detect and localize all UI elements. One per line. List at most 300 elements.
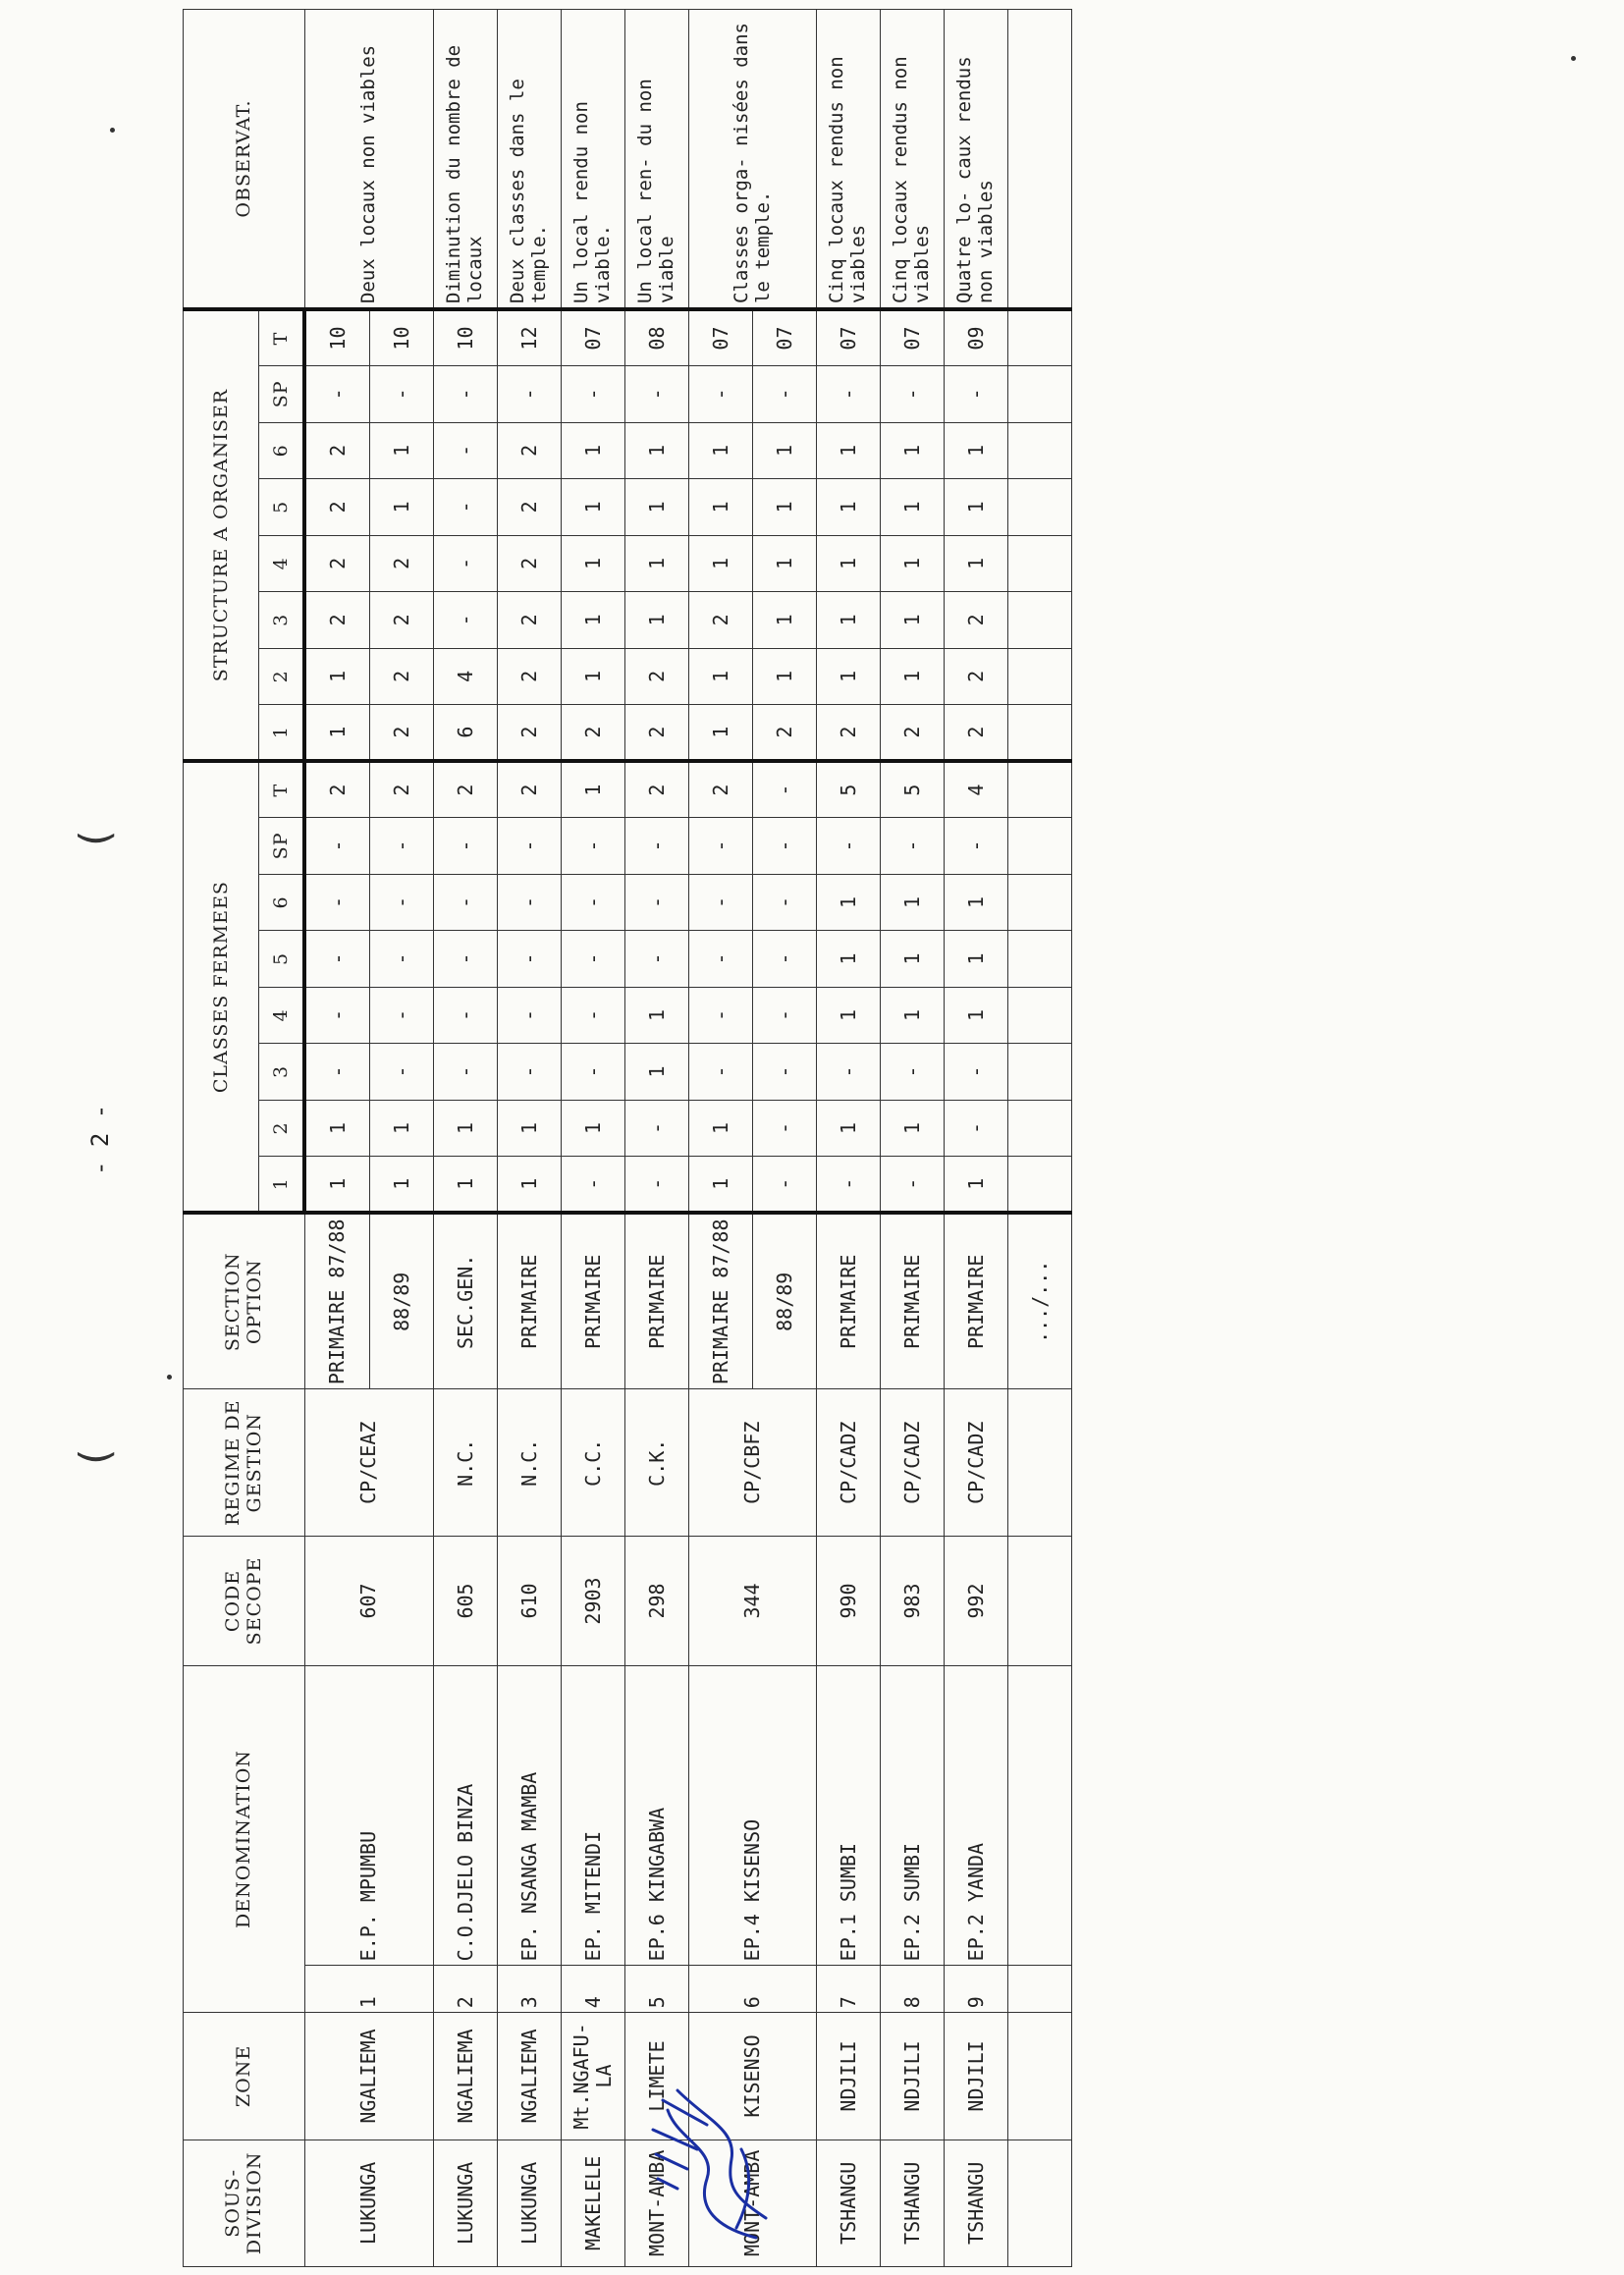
cell-ferme: - (434, 931, 498, 988)
cell-ferme (1008, 931, 1072, 988)
cell-section: SEC.GEN. (434, 1213, 498, 1389)
cell-ferme: 1 (881, 987, 945, 1044)
cell-structure: - (434, 535, 498, 592)
subheader-cell: 4 (259, 535, 305, 592)
subheader-cell: 2 (259, 1100, 305, 1157)
cell-ferme: - (434, 818, 498, 875)
header-sous-division: SOUS-DIVISION (184, 2140, 305, 2266)
cell-denomination: EP.4 KISENSO (689, 1665, 817, 1965)
cell-ferme: 1 (498, 1100, 562, 1157)
cell-structure: 1 (370, 422, 434, 479)
cell-structure: 1 (689, 479, 753, 536)
cell-ferme: - (304, 874, 370, 931)
cell-structure: 2 (945, 592, 1008, 649)
cell-section: PRIMAIRE (625, 1213, 689, 1389)
cell-regime: C.C. (562, 1389, 625, 1537)
cell-ferme: 1 (689, 1157, 753, 1214)
header-section: SECTION OPTION (184, 1213, 305, 1389)
cell-zone: NDJILI (881, 2013, 945, 2140)
cell-structure: 1 (625, 422, 689, 479)
cell-ferme: - (945, 1100, 1008, 1157)
cell-regime: CP/CADZ (945, 1389, 1008, 1537)
cell-sous-division: TSHANGU (945, 2140, 1008, 2266)
cell-ferme: 1 (689, 1100, 753, 1157)
header-classes-fermees: CLASSES FERMEES (184, 761, 259, 1213)
table-row (434, 10, 498, 2267)
cell-ferme: - (625, 818, 689, 875)
schools-table (183, 9, 1072, 2267)
cell-structure: - (498, 366, 562, 423)
cell-ferme: - (625, 931, 689, 988)
subheader-cell: SP (259, 366, 305, 423)
cell-structure: 1 (562, 422, 625, 479)
cell-structure: 10 (434, 309, 498, 366)
cell-structure: 1 (817, 479, 881, 536)
cell-structure: 1 (945, 422, 1008, 479)
header-denomination: DENOMINATION (184, 1665, 305, 2012)
cell-code-secope: 605 (434, 1537, 498, 1666)
cell-structure: 2 (625, 648, 689, 705)
subheader-cell: T (259, 761, 305, 818)
cell-index: 2 (434, 1966, 498, 2013)
cell-ferme: 1 (370, 1100, 434, 1157)
cell-ferme: 1 (945, 874, 1008, 931)
cell-ferme: - (881, 1157, 945, 1214)
table-row (945, 10, 1008, 2267)
cell-structure: - (370, 366, 434, 423)
cell-ferme: 4 (945, 761, 1008, 818)
margin-mark: ( (71, 826, 119, 851)
subheader-cell: 5 (259, 479, 305, 536)
subheader-cell: 3 (259, 1044, 305, 1101)
cell-ferme: - (945, 818, 1008, 875)
cell-structure: 07 (881, 309, 945, 366)
cell-ferme: - (562, 931, 625, 988)
cell-structure (1008, 705, 1072, 762)
cell-ferme: - (817, 818, 881, 875)
cell-zone: NGALIEMA (498, 2013, 562, 2140)
cell-section: PRIMAIRE 87/88 (689, 1213, 753, 1389)
cell-ferme: 1 (881, 1100, 945, 1157)
cell-section: PRIMAIRE (562, 1213, 625, 1389)
cell-structure: 1 (945, 479, 1008, 536)
cell-structure: - (881, 366, 945, 423)
cell-code-secope: 298 (625, 1537, 689, 1666)
cell-index: 5 (625, 1966, 689, 2013)
cell-index: 4 (562, 1966, 625, 2013)
cell-ferme (1008, 1100, 1072, 1157)
cell-zone: NGALIEMA (434, 2013, 498, 2140)
cell-ferme: 1 (881, 931, 945, 988)
cell-observation (1008, 10, 1072, 310)
cell-ferme: - (753, 1044, 817, 1101)
cell-ferme: - (562, 818, 625, 875)
cell-structure (1008, 479, 1072, 536)
cell-ferme: - (434, 1044, 498, 1101)
cell-structure: 2 (881, 705, 945, 762)
cell-index: 6 (689, 1966, 817, 2013)
cell-structure: 2 (945, 705, 1008, 762)
cell-structure: 1 (881, 422, 945, 479)
cell-structure: 2 (370, 592, 434, 649)
cell-structure: 6 (434, 705, 498, 762)
cell-structure: 2 (689, 592, 753, 649)
cell-section: .../... (1008, 1213, 1072, 1389)
cell-ferme: - (434, 874, 498, 931)
cell-structure: 1 (881, 535, 945, 592)
cell-structure: 1 (689, 648, 753, 705)
cell-ferme: - (370, 1044, 434, 1101)
header-zone: ZONE (184, 2013, 305, 2140)
page-number: - 2 - (86, 1104, 114, 1175)
cell-structure: - (753, 366, 817, 423)
cell-ferme: - (304, 931, 370, 988)
cell-structure: 1 (881, 479, 945, 536)
signature-scribble (638, 2081, 785, 2248)
cell-ferme: 1 (370, 1157, 434, 1214)
cell-regime: N.C. (434, 1389, 498, 1537)
cell-ferme: - (434, 987, 498, 1044)
handwritten-signature (638, 2081, 785, 2248)
cell-structure: 2 (498, 648, 562, 705)
cell-index: 7 (817, 1966, 881, 2013)
cell-ferme: - (753, 874, 817, 931)
cell-ferme: 1 (817, 987, 881, 1044)
cell-denomination: E.P. MPUMBU (304, 1665, 434, 1965)
cell-ferme: - (498, 987, 562, 1044)
cell-structure: 12 (498, 309, 562, 366)
header-regime: REGIME DE GESTION (184, 1389, 305, 1537)
cell-structure: 2 (498, 422, 562, 479)
subheader-cell: SP (259, 818, 305, 875)
cell-structure: 2 (498, 535, 562, 592)
cell-ferme: - (370, 987, 434, 1044)
subheader-cell: 1 (259, 1157, 305, 1214)
cell-sous-division: LUKUNGA (434, 2140, 498, 2266)
cell-structure: 1 (753, 592, 817, 649)
cell-ferme: 1 (498, 1157, 562, 1214)
cell-zone: Mt.NGAFU- LA (562, 2013, 625, 2140)
cell-structure: 1 (689, 422, 753, 479)
cell-observation: Quatre lo- caux rendus non viables (945, 10, 1008, 310)
cell-ferme (1008, 987, 1072, 1044)
cell-ferme: - (945, 1044, 1008, 1101)
cell-structure: 08 (625, 309, 689, 366)
cell-zone: NGALIEMA (304, 2013, 434, 2140)
cell-index (1008, 1966, 1072, 2013)
cell-ferme: - (817, 1044, 881, 1101)
subheader-cell: 1 (259, 705, 305, 762)
cell-ferme (1008, 1157, 1072, 1214)
cell-regime: CP/CADZ (881, 1389, 945, 1537)
cell-section: PRIMAIRE (817, 1213, 881, 1389)
cell-ferme: - (562, 874, 625, 931)
cell-denomination: EP.1 SUMBI (817, 1665, 881, 1965)
cell-observation: Un local rendu non viable. (562, 10, 625, 310)
cell-structure: 1 (817, 648, 881, 705)
cell-structure (1008, 535, 1072, 592)
cell-structure: - (817, 366, 881, 423)
cell-structure: 2 (498, 479, 562, 536)
cell-structure: 2 (370, 705, 434, 762)
cell-ferme: - (689, 931, 753, 988)
cell-ferme (1008, 1044, 1072, 1101)
cell-ferme: 1 (562, 1100, 625, 1157)
cell-ferme: 2 (434, 761, 498, 818)
cell-structure: 1 (753, 648, 817, 705)
cell-ferme: 2 (370, 761, 434, 818)
cell-ferme: 1 (881, 874, 945, 931)
cell-section: PRIMAIRE (945, 1213, 1008, 1389)
cell-sous-division: MONT-AMBA (689, 2140, 817, 2266)
cell-zone: NDJILI (817, 2013, 881, 2140)
cell-sous-division: LUKUNGA (498, 2140, 562, 2266)
subheader-cell: 4 (259, 987, 305, 1044)
cell-structure: 2 (625, 705, 689, 762)
cell-ferme: 1 (434, 1100, 498, 1157)
cell-structure: 10 (370, 309, 434, 366)
cell-structure: - (434, 366, 498, 423)
cell-ferme: - (753, 818, 817, 875)
cell-ferme: - (498, 931, 562, 988)
cell-ferme: - (562, 1044, 625, 1101)
cell-index: 9 (945, 1966, 1008, 2013)
cell-ferme: 1 (625, 987, 689, 1044)
cell-section: 88/89 (753, 1213, 817, 1389)
subheader-cell: T (259, 309, 305, 366)
cell-code-secope: 2903 (562, 1537, 625, 1666)
cell-ferme: - (370, 818, 434, 875)
cell-structure: 2 (817, 705, 881, 762)
cell-structure: - (434, 592, 498, 649)
cell-structure: - (434, 479, 498, 536)
cell-ferme: - (753, 1100, 817, 1157)
cell-sous-division: MONT-AMBA (625, 2140, 689, 2266)
cell-ferme: 1 (817, 874, 881, 931)
cell-ferme: - (304, 987, 370, 1044)
cell-code-secope: 607 (304, 1537, 434, 1666)
table-row (881, 10, 945, 2267)
cell-structure: - (434, 422, 498, 479)
cell-denomination: EP.2 SUMBI (881, 1665, 945, 1965)
cell-zone: NDJILI (945, 2013, 1008, 2140)
cell-ferme (1008, 818, 1072, 875)
margin-mark: ( (71, 1444, 119, 1470)
cell-code-secope: 344 (689, 1537, 817, 1666)
cell-ferme: - (625, 1100, 689, 1157)
cell-structure: 1 (562, 648, 625, 705)
cell-regime: C.K. (625, 1389, 689, 1537)
cell-regime: CP/CBFZ (689, 1389, 817, 1537)
cell-structure (1008, 422, 1072, 479)
cell-structure: 1 (753, 479, 817, 536)
cell-observation: Deux classes dans le temple. (498, 10, 562, 310)
cell-ferme: 1 (304, 1100, 370, 1157)
cell-ferme: 2 (498, 761, 562, 818)
cell-code-secope: 992 (945, 1537, 1008, 1666)
subheader-cell: 3 (259, 592, 305, 649)
cell-ferme (1008, 761, 1072, 818)
header-observat: OBSERVAT. (184, 10, 305, 310)
cell-ferme: 5 (817, 761, 881, 818)
cell-zone: LIMETE (625, 2013, 689, 2140)
cell-zone (1008, 2013, 1072, 2140)
cell-sous-division: TSHANGU (881, 2140, 945, 2266)
header-code-secope: CODE SECOPE (184, 1537, 305, 1666)
cell-index: 8 (881, 1966, 945, 2013)
cell-structure: 2 (562, 705, 625, 762)
cell-structure: 1 (562, 479, 625, 536)
cell-ferme: - (370, 931, 434, 988)
cell-sous-division: LUKUNGA (304, 2140, 434, 2266)
header-structure: STRUCTURE A ORGANISER (184, 309, 259, 761)
cell-sous-division: TSHANGU (817, 2140, 881, 2266)
cell-ferme: - (562, 987, 625, 1044)
cell-code-secope: 983 (881, 1537, 945, 1666)
speck (1571, 56, 1576, 61)
subheader-cell: 5 (259, 931, 305, 988)
cell-structure: 4 (434, 648, 498, 705)
cell-ferme: 2 (304, 761, 370, 818)
table-row (625, 10, 689, 2267)
cell-code-secope: 610 (498, 1537, 562, 1666)
cell-zone: KISENSO (689, 2013, 817, 2140)
cell-structure: 2 (498, 705, 562, 762)
cell-denomination: EP.2 YANDA (945, 1665, 1008, 1965)
cell-structure: 2 (304, 592, 370, 649)
cell-ferme: - (689, 818, 753, 875)
cell-structure: 1 (817, 422, 881, 479)
cell-structure: 1 (753, 422, 817, 479)
cell-structure: 2 (945, 648, 1008, 705)
cell-structure: 09 (945, 309, 1008, 366)
cell-structure (1008, 309, 1072, 366)
cell-ferme: - (498, 818, 562, 875)
cell-structure: 1 (753, 535, 817, 592)
cell-structure: 1 (625, 592, 689, 649)
cell-regime (1008, 1389, 1072, 1537)
cell-ferme: - (753, 1157, 817, 1214)
cell-ferme: - (689, 987, 753, 1044)
table-row (689, 10, 753, 2267)
subheader-cell: 6 (259, 422, 305, 479)
cell-denomination: C.O.DJELO BINZA (434, 1665, 498, 1965)
cell-regime: CP/CADZ (817, 1389, 881, 1537)
cell-ferme: 1 (304, 1157, 370, 1214)
cell-regime: CP/CEAZ (304, 1389, 434, 1537)
cell-code-secope: 990 (817, 1537, 881, 1666)
cell-observation: Deux locaux non viables (304, 10, 434, 310)
cell-ferme: - (370, 874, 434, 931)
cell-observation: Diminution du nombre de locaux (434, 10, 498, 310)
cell-structure: 07 (562, 309, 625, 366)
cell-ferme: - (881, 818, 945, 875)
cell-structure: 2 (498, 592, 562, 649)
cell-structure: 1 (304, 705, 370, 762)
cell-structure (1008, 648, 1072, 705)
cell-ferme: - (753, 761, 817, 818)
cell-ferme: 1 (817, 1100, 881, 1157)
cell-ferme: 1 (945, 931, 1008, 988)
cell-ferme: - (753, 931, 817, 988)
cell-structure: - (945, 366, 1008, 423)
cell-ferme: - (304, 818, 370, 875)
cell-structure: 1 (881, 592, 945, 649)
cell-denomination (1008, 1665, 1072, 1965)
cell-structure: 2 (304, 422, 370, 479)
cell-ferme: - (689, 1044, 753, 1101)
cell-structure: - (689, 366, 753, 423)
cell-structure: 1 (304, 648, 370, 705)
cell-structure: 1 (625, 479, 689, 536)
cell-structure: 1 (625, 535, 689, 592)
cell-ferme: - (498, 1044, 562, 1101)
cell-ferme: 5 (881, 761, 945, 818)
cell-section: 88/89 (370, 1213, 434, 1389)
speck (167, 1375, 172, 1380)
cell-ferme (1008, 874, 1072, 931)
cell-ferme: 1 (945, 987, 1008, 1044)
table-row (498, 10, 562, 2267)
cell-observation: Cinq locaux rendus non viables (817, 10, 881, 310)
cell-observation: Classes orga- nisées dans le temple. (689, 10, 817, 310)
cell-structure: 2 (370, 535, 434, 592)
cell-structure: 1 (817, 535, 881, 592)
cell-sous-division (1008, 2140, 1072, 2266)
cell-ferme: 1 (434, 1157, 498, 1214)
cell-structure: 10 (304, 309, 370, 366)
cell-structure: 2 (753, 705, 817, 762)
cell-denomination: EP. MITENDI (562, 1665, 625, 1965)
cell-observation: Un local ren- du non viable (625, 10, 689, 310)
subheader-cell: 2 (259, 648, 305, 705)
cell-structure: - (304, 366, 370, 423)
cell-observation: Cinq locaux rendus non viables (881, 10, 945, 310)
cell-index: 1 (304, 1966, 434, 2013)
cell-structure: 07 (689, 309, 753, 366)
cell-structure: 2 (370, 648, 434, 705)
cell-section: PRIMAIRE (498, 1213, 562, 1389)
cell-ferme: - (304, 1044, 370, 1101)
cell-section: PRIMAIRE 87/88 (304, 1213, 370, 1389)
table-row (562, 10, 625, 2267)
cell-ferme: - (625, 1157, 689, 1214)
cell-ferme: 1 (945, 1157, 1008, 1214)
cell-ferme: - (753, 987, 817, 1044)
cell-ferme: - (689, 874, 753, 931)
cell-code-secope (1008, 1537, 1072, 1666)
cell-ferme: 2 (625, 761, 689, 818)
cell-ferme: 1 (817, 931, 881, 988)
table-row (817, 10, 881, 2267)
cell-structure: 07 (817, 309, 881, 366)
table-row (1008, 10, 1072, 2267)
cell-section: PRIMAIRE (881, 1213, 945, 1389)
cell-ferme: - (881, 1044, 945, 1101)
cell-denomination: EP.6 KINGABWA (625, 1665, 689, 1965)
cell-ferme: - (562, 1157, 625, 1214)
cell-denomination: EP. NSANGA MAMBA (498, 1665, 562, 1965)
cell-ferme: 1 (562, 761, 625, 818)
speck (110, 128, 115, 133)
cell-structure (1008, 366, 1072, 423)
cell-structure: 2 (304, 479, 370, 536)
cell-structure: 1 (817, 592, 881, 649)
cell-structure: 07 (753, 309, 817, 366)
cell-structure: 1 (689, 705, 753, 762)
cell-index: 3 (498, 1966, 562, 2013)
subheader-cell: 6 (259, 874, 305, 931)
